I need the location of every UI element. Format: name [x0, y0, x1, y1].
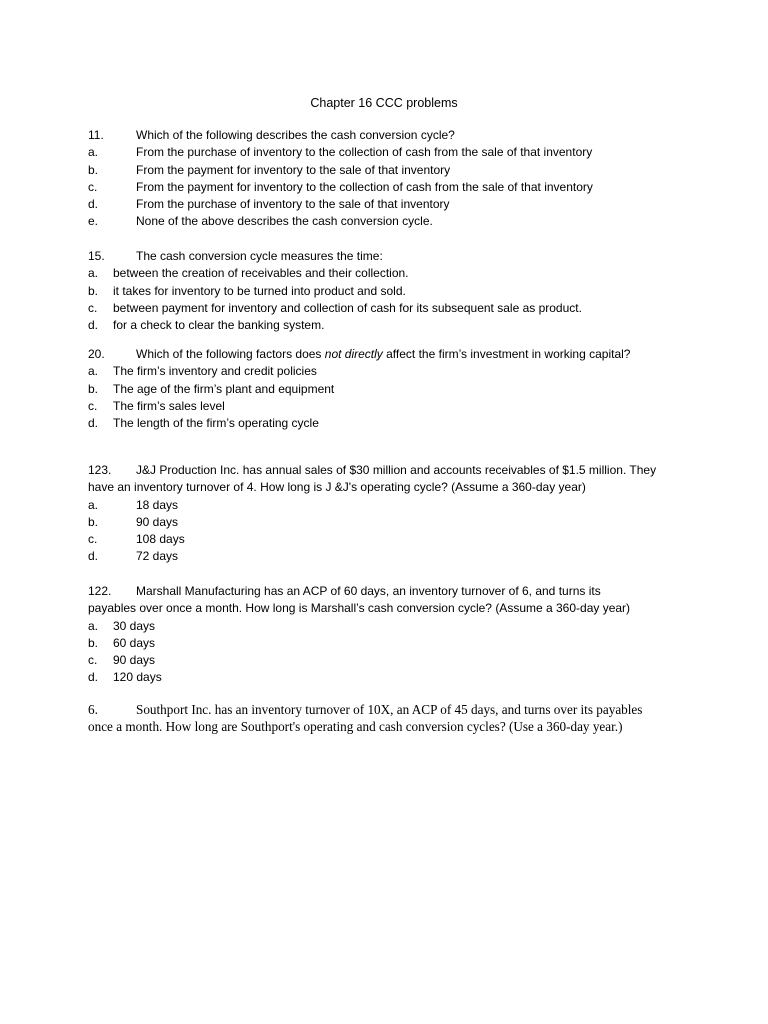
question-15-stem — [88, 248, 708, 265]
option-label: d. — [88, 197, 99, 212]
question-6-stem-line2 — [88, 719, 688, 736]
option-text: From the purchase of inventory to the sale of that inventory — [136, 197, 450, 212]
question-number: 122. — [88, 584, 112, 598]
question-6 — [88, 702, 688, 735]
option-label: a. — [88, 497, 99, 512]
question-text: Marshall Manufacturing has an ACP of 60 days, an inventory turnover of 6, and turns its — [136, 584, 601, 598]
question-123-stem-line1 — [88, 462, 708, 479]
option-text: The age of the firm’s plant and equipment — [113, 381, 335, 396]
option-a — [88, 497, 708, 514]
option-text: The length of the firm’s operating cycle — [113, 416, 319, 431]
option-label: a. — [88, 145, 99, 160]
option-text: between payment for inventory and collection of cash for its subsequent sale as product. — [113, 300, 582, 315]
question-11 — [88, 127, 708, 231]
option-text: 30 days — [113, 618, 156, 633]
option-text: it takes for inventory to be turned into product and sold. — [113, 283, 406, 298]
option-b — [88, 514, 708, 531]
option-text: From the payment for inventory to the sale of that inventory — [136, 162, 451, 177]
question-123 — [88, 462, 708, 566]
option-label: c. — [88, 532, 98, 547]
option-text: The firm’s sales level — [113, 398, 225, 413]
question-15 — [88, 248, 708, 334]
option-text: between the creation of receivables and their collection. — [113, 266, 409, 281]
option-label: c. — [88, 300, 98, 315]
option-c — [88, 398, 708, 415]
emphasized-text: not directly — [324, 347, 383, 361]
question-122-stem-line2 — [88, 600, 708, 617]
option-label: d. — [88, 416, 99, 431]
option-label: c. — [88, 653, 98, 668]
option-b — [88, 381, 708, 398]
question-11-stem — [88, 127, 708, 144]
question-text: once a month. How long are Southport's operating and cash conversion cycles? (Use a 360-day year.) — [88, 718, 623, 734]
question-text: Southport Inc. has an inventory turnover of 10X, an ACP of 45 days, and turns over its payables — [136, 702, 643, 717]
question-number: 20. — [88, 347, 105, 361]
option-label: d. — [88, 670, 99, 685]
option-label: a. — [88, 618, 99, 633]
question-6-stem-line1 — [88, 702, 688, 719]
option-text: 108 days — [136, 532, 185, 547]
option-label: d. — [88, 549, 99, 564]
option-label: a. — [88, 266, 99, 281]
option-a — [88, 265, 708, 282]
question-text: J&J Production Inc. has annual sales of $30 million and accounts receivables of $1.5 million. They — [136, 463, 657, 477]
option-label: c. — [88, 398, 98, 413]
option-d — [88, 669, 708, 686]
option-label: d. — [88, 318, 99, 333]
option-label: b. — [88, 381, 99, 396]
option-text: From the payment for inventory to the collection of cash from the sale of that inventory — [136, 179, 593, 194]
option-c — [88, 531, 708, 548]
option-text: The firm’s inventory and credit policies — [113, 364, 317, 379]
option-d — [88, 548, 708, 565]
option-d — [88, 415, 708, 432]
question-text: The cash conversion cycle measures the time: — [136, 249, 383, 263]
option-a — [88, 618, 708, 635]
question-number: 15. — [88, 249, 105, 263]
option-label: e. — [88, 214, 99, 229]
option-c — [88, 300, 708, 317]
option-b — [88, 162, 708, 179]
question-number: 6. — [88, 702, 98, 717]
option-b — [88, 283, 708, 300]
page-title: Chapter 16 CCC problems — [310, 96, 458, 110]
option-label: b. — [88, 514, 99, 529]
option-a — [88, 363, 708, 380]
question-text: have an inventory turnover of 4. How long is J &J's operating cycle? (Assume a 360-day year) — [88, 480, 586, 495]
question-20 — [88, 346, 708, 432]
option-text: 72 days — [136, 549, 179, 564]
option-text: 60 days — [113, 635, 156, 650]
question-text: Which of the following describes the cash conversion cycle? — [136, 128, 455, 142]
question-123-stem-line2 — [88, 479, 708, 496]
option-d — [88, 196, 708, 213]
option-a — [88, 144, 708, 161]
option-label: c. — [88, 179, 98, 194]
option-e — [88, 213, 708, 230]
option-label: b. — [88, 283, 99, 298]
question-number: 123. — [88, 463, 112, 477]
option-text: 90 days — [113, 653, 156, 668]
option-d — [88, 317, 708, 334]
question-text: payables over once a month. How long is Marshall’s cash conversion cycle? (Assume a 360-day year) — [88, 601, 631, 616]
question-text: Which of the following factors does not directly affect the firm’s investment in working capital? — [136, 347, 631, 361]
option-label: a. — [88, 364, 99, 379]
option-text: None of the above describes the cash conversion cycle. — [136, 214, 433, 229]
option-text: 90 days — [136, 514, 179, 529]
option-text: 120 days — [113, 670, 162, 685]
option-text: From the purchase of inventory to the collection of cash from the sale of that inventory — [136, 145, 593, 160]
question-122-stem-line1 — [88, 583, 708, 600]
option-c — [88, 652, 708, 669]
option-label: b. — [88, 162, 99, 177]
question-number: 11. — [88, 128, 104, 142]
question-20-stem — [88, 346, 708, 363]
option-label: b. — [88, 635, 99, 650]
option-b — [88, 635, 708, 652]
option-text: 18 days — [136, 497, 179, 512]
option-text: for a check to clear the banking system. — [113, 318, 325, 333]
question-122 — [88, 583, 708, 687]
option-c — [88, 179, 708, 196]
